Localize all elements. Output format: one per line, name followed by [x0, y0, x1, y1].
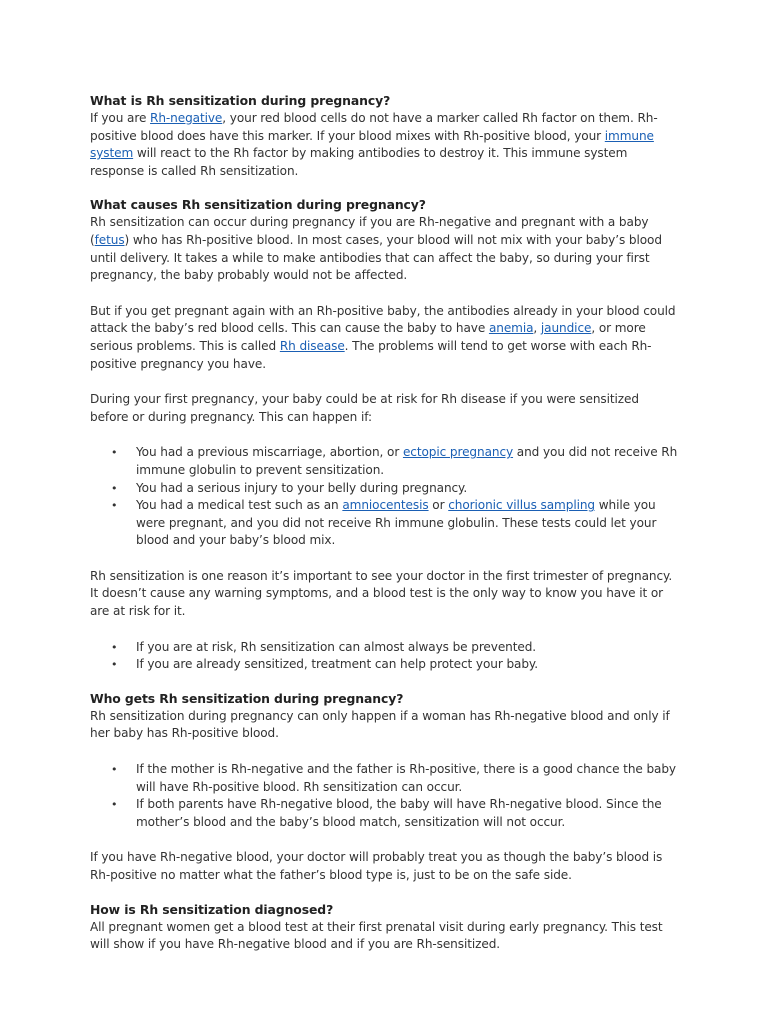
list-item	[90, 796, 680, 831]
list-item	[90, 656, 680, 674]
text-run: If the mother is Rh-negative and the father is Rh-positive, there is a good chance the baby will have Rh-positive blood. Rh sensitization can occur.	[136, 762, 676, 794]
document-body	[90, 92, 680, 954]
link-anemia[interactable]: anemia	[488, 321, 534, 336]
bullet-icon: •	[111, 798, 118, 812]
text-run: ,	[533, 321, 541, 336]
bullet-list	[90, 639, 680, 674]
text-run: , your red blood cells do not have a marker called Rh factor on them. Rh-positive blood does have this marker. If your blood mixes with Rh-positive blood, your	[90, 111, 658, 143]
text-run: Rh sensitization can occur during pregnancy if you are Rh-negative and pregnant with a baby (	[90, 215, 649, 247]
link-chorionic-villus-sampling[interactable]: chorionic villus sampling	[448, 498, 595, 513]
list-item	[90, 497, 680, 550]
text-run: while you were pregnant, and you did not receive Rh immune globulin. These tests could let your blood and your baby’s blood mix.	[136, 498, 657, 548]
text-run: You had a previous miscarriage, abortion, or	[136, 445, 403, 460]
bullet-icon: •	[111, 658, 118, 672]
bullet-icon: •	[111, 640, 118, 654]
bullet-icon: •	[111, 481, 118, 495]
link-jaundice[interactable]: jaundice	[540, 321, 592, 336]
paragraph	[90, 110, 680, 180]
text-run: and you did not receive Rh immune globulin to prevent sensitization.	[136, 445, 678, 477]
paragraph: During your first pregnancy, your baby could be at risk for Rh disease if you were sensitized before or during pregnancy. This can happen if:	[90, 392, 639, 424]
bullet-list	[90, 761, 680, 831]
list-item	[90, 444, 680, 479]
paragraph: Rh sensitization during pregnancy can only happen if a woman has Rh-negative blood and only if her baby has Rh-positive blood.	[90, 708, 670, 741]
bullet-icon: •	[111, 499, 118, 513]
text-run: ) who has Rh-positive blood. In most cases, your blood will not mix with your baby’s blood until delivery. It takes a while to make antibodies that can affect the baby, so during your first pregnancy, the baby probably would not be affected.	[90, 232, 662, 283]
bullet-icon: •	[111, 446, 118, 460]
text-run: If you are already sensitized, treatment can help protect your baby.	[136, 657, 539, 672]
text-run: If you are at risk, Rh sensitization can almost always be prevented.	[136, 639, 537, 654]
text-run: But if you get pregnant again with an Rh-positive baby, the antibodies already in your blood could attack the baby’s red blood cells. This can cause the baby to have	[90, 303, 676, 336]
link-rh-disease[interactable]: Rh disease	[279, 338, 345, 353]
text-run: You had a medical test such as an	[136, 498, 343, 513]
text-run: , or more serious problems. This is called	[90, 321, 646, 353]
text-run: . The problems will tend to get worse with each Rh-positive pregnancy you have.	[90, 338, 652, 371]
link-fetus[interactable]: fetus	[94, 232, 125, 247]
section-heading: How is Rh sensitization diagnosed?	[90, 901, 334, 917]
text-run: You had a serious injury to your belly during pregnancy.	[136, 480, 468, 495]
link-amniocentesis[interactable]: amniocentesis	[342, 498, 429, 513]
text-run: will react to the Rh factor by making antibodies to destroy it. This immune system response is called Rh sensitization.	[90, 146, 628, 178]
link-ectopic-pregnancy[interactable]: ectopic pregnancy	[402, 445, 514, 460]
paragraph: Rh sensitization is one reason it’s important to see your doctor in the first trimester of pregnancy. It doesn’t cause any warning symptoms, and a blood test is the only way to know you have it or are at risk for it.	[90, 568, 673, 619]
text-run: If both parents have Rh-negative blood, the baby will have Rh-negative blood. Since the mother’s blood and the baby’s blood match, sensitization will not occur.	[136, 797, 662, 829]
paragraph	[90, 214, 680, 284]
section-heading: What causes Rh sensitization during pregnancy?	[90, 197, 426, 213]
bullet-icon: •	[111, 763, 118, 777]
link-immune-system[interactable]: immune system	[90, 128, 654, 161]
list-item	[90, 639, 680, 657]
paragraph	[90, 303, 680, 373]
list-item	[90, 761, 680, 796]
paragraph: If you have Rh-negative blood, your doctor will probably treat you as though the baby’s blood is Rh-positive no matter what the father’s blood type is, just to be on the safe side.	[90, 850, 663, 882]
text-run: or	[428, 498, 449, 513]
bullet-list	[90, 444, 680, 550]
paragraph: All pregnant women get a blood test at their first prenatal visit during early pregnancy. This test will show if you have Rh-negative blood and if you are Rh-sensitized.	[90, 919, 663, 952]
section-heading: Who gets Rh sensitization during pregnancy?	[90, 690, 404, 706]
list-item	[90, 480, 680, 498]
section-heading: What is Rh sensitization during pregnancy?	[90, 93, 391, 108]
text-run: If you are	[90, 111, 151, 125]
link-rh-negative[interactable]: Rh-negative	[150, 111, 223, 125]
